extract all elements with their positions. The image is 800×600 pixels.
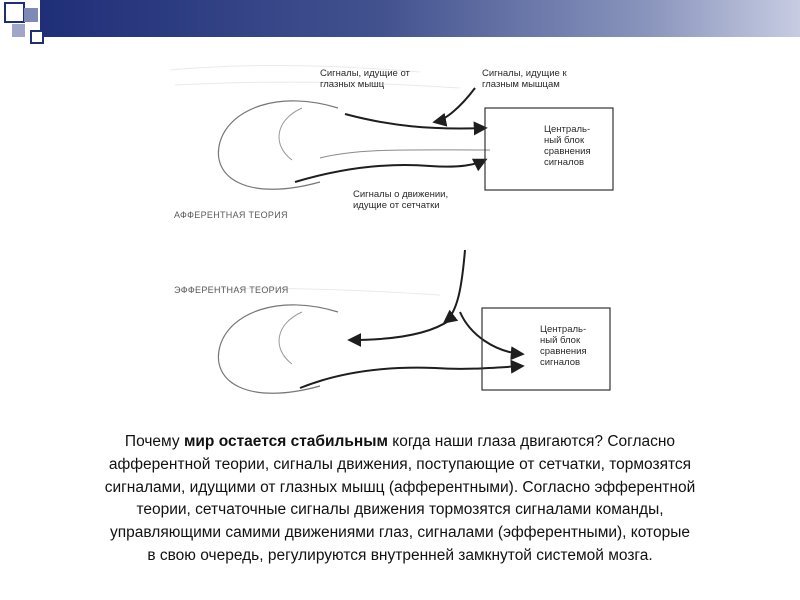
label-signals-to-eye-muscles: Сигналы, идущие к глазным мышцам [482,68,567,90]
afferent-arrow-muscle-signal [345,114,485,128]
caption-line-1-start: Почему [124,433,184,450]
decor-square-2 [24,8,38,22]
slide-caption [0,431,800,568]
efferent-arrow-copy-to-box [460,312,522,354]
caption-line-1-end: когда наши глаза двигаются? Согласно [387,433,676,450]
efferent-arrow-to-eye [350,320,450,340]
decor-square-4 [30,30,44,44]
efferent-arrow-retina-signal [300,366,522,388]
scan-texture [170,65,460,295]
afferent-arrow-retina-signal [295,160,485,182]
caption-emphasis: мир остается стабильным [183,433,388,450]
caption-line-2: афферентной теории, сигналы движения, поступающие от сетчатки, тормозятся [108,455,692,473]
efferent-eye-inner [279,312,302,364]
label-signals-from-retina: Сигналы о движении, идущие от сетчатки [353,189,449,211]
caption-line-3: сигналами, идущими от глазных мышц (афферентными). Согласно эфферентной [104,478,696,496]
afferent-nerve-lower [320,150,490,158]
eye-theory-diagram [160,50,630,420]
label-signals-from-eye-muscles: Сигналы, идущие от глазных мышц [320,68,410,90]
efferent-arrow-command [445,250,465,322]
caption-line-4: теории, сетчаточные сигналы движения тормозятся сигналами команды, [136,501,664,519]
afferent-arrow-from-box-to-muscles [435,88,475,122]
title-gradient-band [40,0,800,37]
decor-square-1 [4,2,25,23]
caption-line-1 [0,431,800,454]
slide-title-bar [0,0,800,50]
label-afferent-central-block: Централь- ный блок сравнения сигналов [544,124,591,168]
afferent-eye-inner [279,108,302,160]
caption-line-6: в свою очередь, регулируются внутренней замкнутой системой мозга. [147,546,653,564]
caption-line-5: управляющими самими движениями глаз, сигналами (эфферентными), которые [110,524,690,542]
afferent-theory-title: АФФЕРЕНТНАЯ ТЕОРИЯ [174,210,288,220]
label-efferent-central-block: Централь- ный блок сравнения сигналов [540,324,587,368]
efferent-theory-title: ЭФФЕРЕНТНАЯ ТЕОРИЯ [174,285,289,295]
decor-square-3 [12,24,25,37]
